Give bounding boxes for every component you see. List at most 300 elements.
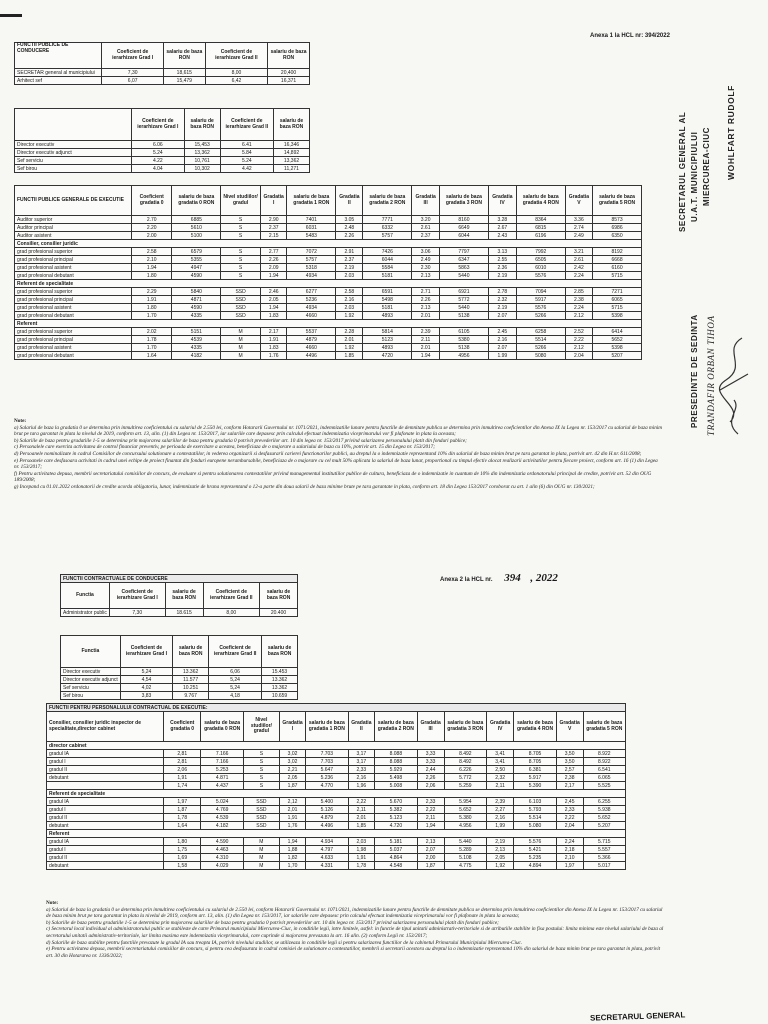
cell: grad profesional principal bbox=[15, 296, 132, 304]
section-title: Consilier, consilier juridic bbox=[15, 240, 642, 248]
cell: 1.94 bbox=[260, 272, 287, 280]
cell: 1,58 bbox=[164, 862, 201, 870]
cell: 2.49 bbox=[412, 256, 440, 264]
cell: 5576 bbox=[516, 304, 565, 312]
section-row bbox=[47, 704, 626, 712]
cell: 2.17 bbox=[260, 328, 287, 336]
cell: 2.13 bbox=[412, 272, 440, 280]
cell: 4.879 bbox=[306, 814, 348, 822]
cell: 5266 bbox=[516, 312, 565, 320]
cell: 14,892 bbox=[273, 149, 309, 157]
cell: 1,92 bbox=[487, 862, 514, 870]
cell: 2,00 bbox=[417, 854, 444, 862]
cell: 5.126 bbox=[306, 806, 348, 814]
annex1-execution-table bbox=[14, 185, 642, 360]
cell: 4893 bbox=[363, 344, 412, 352]
section-title: Referent de specialitate bbox=[47, 790, 626, 798]
cell: 1.94 bbox=[260, 304, 287, 312]
cell: 6.226 bbox=[444, 766, 486, 774]
cell: 2.39 bbox=[412, 328, 440, 336]
note-item: e) Pentru activitatea depusa, membrii secretariatului comisiilor de concurs, si pentru cea desfasurata in cadrul comisiei de solutionare a contestatiilor, membrii si secretarii acestora au dreptul la o indemnizatie reprezentand 10% din salariul de baza minim brut pe tara garantat in plata, potrivit art. 30 din Hotararea nr. 1336/2022; bbox=[46, 946, 661, 959]
cell: 5.380 bbox=[444, 814, 486, 822]
cell: 2,44 bbox=[417, 766, 444, 774]
table-row bbox=[15, 216, 642, 224]
cell: 2.37 bbox=[412, 232, 440, 240]
cell: 2.10 bbox=[132, 256, 172, 264]
cell: 5610 bbox=[172, 224, 221, 232]
cell: 5652 bbox=[593, 336, 642, 344]
cell: 13.362 bbox=[262, 676, 298, 684]
cell: 2,26 bbox=[417, 774, 444, 782]
cell: 16,346 bbox=[273, 141, 309, 149]
section-row bbox=[47, 742, 626, 750]
cell: 3,33 bbox=[417, 758, 444, 766]
section-title: FUNCTII CONTRACTUALE DE CONDUCERE bbox=[61, 575, 298, 583]
cell: 2.15 bbox=[260, 232, 287, 240]
header-cell: Gradatia I bbox=[279, 712, 305, 742]
cell: 2.46 bbox=[260, 288, 287, 296]
cell: 6,42 bbox=[205, 77, 267, 85]
table-row bbox=[15, 328, 642, 336]
table-row bbox=[15, 344, 642, 352]
cell: 2.24 bbox=[565, 272, 592, 280]
cell: 5.938 bbox=[583, 806, 625, 814]
cell: SSD bbox=[243, 798, 279, 806]
cell: 3,41 bbox=[487, 750, 514, 758]
cell: 7,30 bbox=[102, 69, 164, 77]
cell: S bbox=[221, 264, 261, 272]
table-row bbox=[15, 77, 310, 85]
annex2-year: , 2022 bbox=[530, 572, 558, 584]
cell: 8192 bbox=[593, 248, 642, 256]
cell bbox=[47, 782, 164, 790]
cell: 2,05 bbox=[487, 854, 514, 862]
cell: grad profesional superior bbox=[15, 288, 132, 296]
cell: 2.12 bbox=[565, 312, 592, 320]
cell: S bbox=[221, 272, 261, 280]
cell: 5757 bbox=[287, 256, 336, 264]
cell: 2.22 bbox=[565, 336, 592, 344]
cell: Director executiv bbox=[15, 141, 132, 149]
cell: 2,01 bbox=[348, 814, 375, 822]
cell: grad profesional superior bbox=[15, 328, 132, 336]
cell: 2.16 bbox=[336, 296, 363, 304]
cell: 1.92 bbox=[336, 312, 363, 320]
cell: 1.94 bbox=[412, 352, 440, 360]
cell: 2,33 bbox=[417, 798, 444, 806]
cell: 1.99 bbox=[488, 352, 516, 360]
header-cell: Coeficient de ierarhizare Grad I bbox=[120, 636, 172, 668]
cell: 7401 bbox=[287, 216, 336, 224]
cell: 6105 bbox=[440, 328, 489, 336]
header-cell: salariu de baza RON bbox=[163, 43, 205, 69]
cell: 13.362 bbox=[173, 668, 209, 676]
cell: 8.088 bbox=[375, 758, 417, 766]
section-row bbox=[15, 240, 642, 248]
cell: 1.92 bbox=[336, 344, 363, 352]
cell: 9.767 bbox=[173, 692, 209, 700]
cell: 1,87 bbox=[279, 782, 305, 790]
cell: 6.381 bbox=[514, 766, 556, 774]
cell: 2.78 bbox=[488, 288, 516, 296]
cell: 4,02 bbox=[120, 684, 172, 692]
cell: 5398 bbox=[593, 344, 642, 352]
header-cell: salariu de baza gradatia 4 RON bbox=[516, 186, 565, 216]
cell: gradul I bbox=[47, 846, 164, 854]
cell: Auditor principal bbox=[15, 224, 132, 232]
cell: 2.61 bbox=[412, 224, 440, 232]
annex2-leadership-table bbox=[60, 574, 298, 617]
table-row bbox=[61, 684, 298, 692]
cell: 2,57 bbox=[556, 766, 583, 774]
cell: 2.45 bbox=[488, 328, 516, 336]
cell: 5.514 bbox=[514, 814, 556, 822]
cell: 5207 bbox=[593, 352, 642, 360]
cell: 4539 bbox=[172, 336, 221, 344]
cell: 4.797 bbox=[306, 846, 348, 854]
header-cell: Gradatia I bbox=[260, 186, 287, 216]
table-row bbox=[15, 157, 310, 165]
top-left-mark bbox=[0, 14, 22, 17]
cell: M bbox=[243, 854, 279, 862]
cell: 1,64 bbox=[164, 822, 201, 830]
cell: 2,13 bbox=[487, 846, 514, 854]
cell: 2.01 bbox=[412, 344, 440, 352]
cell: 2.55 bbox=[488, 256, 516, 264]
cell: 4956 bbox=[440, 352, 489, 360]
cell: gradul IA bbox=[47, 798, 164, 806]
table-row bbox=[15, 256, 642, 264]
table-row bbox=[15, 149, 310, 157]
cell: 2,22 bbox=[556, 814, 583, 822]
cell: 2.02 bbox=[132, 328, 172, 336]
cell: 5.108 bbox=[444, 854, 486, 862]
cell: 6414 bbox=[593, 328, 642, 336]
cell: 13.362 bbox=[262, 684, 298, 692]
cell: 5757 bbox=[363, 232, 412, 240]
cell: Administrator public bbox=[61, 609, 110, 617]
note-item: b) Salariile de baza pentru gradatiile 1-5 se determina prin majorarea salariilor de baza pentru gradatia 0 potrivit prevederilor art. 10 din legea nr. 153/2017 privind salarizarea personalului platit din fonduri publice; bbox=[14, 437, 467, 444]
cell: 5.440 bbox=[444, 838, 486, 846]
cell: 2.37 bbox=[336, 256, 363, 264]
table-row bbox=[47, 798, 626, 806]
cell: 2,16 bbox=[487, 814, 514, 822]
annex2-notes bbox=[46, 900, 666, 1020]
cell: 5576 bbox=[516, 272, 565, 280]
header-cell: Gradatia II bbox=[336, 186, 363, 216]
header-cell: salariu de baza RON bbox=[165, 583, 203, 609]
secretary-name: WOHLFART RUDOLF bbox=[726, 85, 736, 180]
cell: 2.29 bbox=[132, 288, 172, 296]
section-title: Referent bbox=[47, 830, 626, 838]
table-row bbox=[15, 288, 642, 296]
note-item: d) Salariile de baza stabilite pentru functiile prevazute la gradul IA sau treapta IA, potrivit nivelului studiilor, se utilizeaza in conditiile legii si pentru salarizarea functiilor de la cabinetul Primarului Municipiului Miercurea-Ciuc. bbox=[46, 939, 523, 946]
header-cell bbox=[15, 109, 132, 141]
cell: 2.42 bbox=[565, 264, 592, 272]
cell: 2,22 bbox=[417, 806, 444, 814]
header-cell: Gradatia III bbox=[417, 712, 444, 742]
cell: Director executiv adjunct bbox=[61, 676, 121, 684]
header-cell: salariu de baza gradatia 5 RON bbox=[583, 712, 625, 742]
cell: 4.633 bbox=[306, 854, 348, 862]
cell: 4.029 bbox=[201, 862, 243, 870]
cell: 8,00 bbox=[205, 69, 267, 77]
cell: 5.289 bbox=[444, 846, 486, 854]
cell: 5.259 bbox=[444, 782, 486, 790]
cell: 2,04 bbox=[556, 822, 583, 830]
cell: 5.400 bbox=[306, 798, 348, 806]
table-header-row bbox=[47, 712, 626, 742]
table-header-row bbox=[15, 186, 642, 216]
cell: 6,07 bbox=[102, 77, 164, 85]
cell: 8573 bbox=[593, 216, 642, 224]
table-row bbox=[15, 296, 642, 304]
cell: 2.30 bbox=[412, 264, 440, 272]
table-row bbox=[15, 165, 310, 173]
cell: 2.19 bbox=[488, 304, 516, 312]
cell: 5772 bbox=[440, 296, 489, 304]
cell: SSD bbox=[243, 822, 279, 830]
cell: SSD bbox=[221, 304, 261, 312]
cell: 2,12 bbox=[279, 798, 305, 806]
cell: 1,99 bbox=[487, 822, 514, 830]
cell: 2.26 bbox=[336, 232, 363, 240]
cell: 2,11 bbox=[487, 782, 514, 790]
cell: 10.659 bbox=[262, 692, 298, 700]
cell: 2,11 bbox=[417, 814, 444, 822]
cell: 5715 bbox=[593, 304, 642, 312]
header-cell: salariu de baza RON bbox=[184, 109, 220, 141]
cell: grad profesional asistent bbox=[15, 304, 132, 312]
header-cell: Functia bbox=[61, 583, 110, 609]
cell: 4934 bbox=[287, 304, 336, 312]
cell: debutant bbox=[47, 862, 164, 870]
cell: 3,50 bbox=[556, 758, 583, 766]
secretary-stamp-line2: U.A.T. MUNICIPIULUI bbox=[690, 131, 699, 222]
header-cell: salariu de baza RON bbox=[173, 636, 209, 668]
header-cell: salariu de baza gradatia 2 RON bbox=[363, 186, 412, 216]
cell: 1,82 bbox=[279, 854, 305, 862]
section-title: FUNCTII PENTRU PERSONALULUI CONTRACTUAL DE EXECUTIE: bbox=[47, 704, 626, 712]
cell: 6160 bbox=[593, 264, 642, 272]
cell: 5.715 bbox=[583, 838, 625, 846]
cell: M bbox=[221, 344, 261, 352]
cell: 2.36 bbox=[488, 264, 516, 272]
cell: 4.871 bbox=[201, 774, 243, 782]
cell: 2.90 bbox=[260, 216, 287, 224]
header-cell: Functia bbox=[61, 636, 121, 668]
cell: 13,362 bbox=[184, 149, 220, 157]
cell: 5814 bbox=[363, 328, 412, 336]
table-row bbox=[15, 224, 642, 232]
header-cell: salariu de baza gradatia 0 RON bbox=[201, 712, 243, 742]
cell: 8.705 bbox=[514, 750, 556, 758]
cell: 7426 bbox=[363, 248, 412, 256]
cell: SSD bbox=[243, 806, 279, 814]
cell: 4.548 bbox=[375, 862, 417, 870]
cell: Auditor superior bbox=[15, 216, 132, 224]
cell: 5584 bbox=[363, 264, 412, 272]
cell: M bbox=[243, 838, 279, 846]
annex2-directors-table bbox=[60, 635, 298, 700]
cell: 6921 bbox=[440, 288, 489, 296]
cell: 11,271 bbox=[273, 165, 309, 173]
table-row bbox=[15, 232, 642, 240]
cell: 5.670 bbox=[375, 798, 417, 806]
cell: 5100 bbox=[172, 232, 221, 240]
cell: 1,78 bbox=[164, 814, 201, 822]
cell: 2.74 bbox=[565, 224, 592, 232]
cell: 2,27 bbox=[487, 806, 514, 814]
cell: 5.235 bbox=[514, 854, 556, 862]
cell: 10,302 bbox=[184, 165, 220, 173]
cell: grad profesional debutant bbox=[15, 352, 132, 360]
cell: 2,33 bbox=[556, 806, 583, 814]
cell: 4879 bbox=[287, 336, 336, 344]
cell: 2,10 bbox=[556, 854, 583, 862]
cell: 5398 bbox=[593, 312, 642, 320]
cell: 4335 bbox=[172, 312, 221, 320]
cell: 6649 bbox=[440, 224, 489, 232]
cell: 2,17 bbox=[556, 782, 583, 790]
cell: M bbox=[221, 328, 261, 336]
cell: 5.008 bbox=[375, 782, 417, 790]
cell: 5.390 bbox=[514, 782, 556, 790]
section-row bbox=[47, 790, 626, 798]
cell: 3.13 bbox=[488, 248, 516, 256]
cell: 2,32 bbox=[487, 774, 514, 782]
cell: gradul II bbox=[47, 814, 164, 822]
table-row bbox=[47, 846, 626, 854]
section-row bbox=[15, 320, 642, 328]
cell: 8,00 bbox=[203, 609, 259, 617]
cell: 6986 bbox=[593, 224, 642, 232]
cell: gradul IA bbox=[47, 838, 164, 846]
cell: 5.24 bbox=[132, 149, 185, 157]
cell: 2,24 bbox=[556, 838, 583, 846]
cell: 20,400 bbox=[268, 69, 310, 77]
header-cell: salariu de baza gradatia 1 RON bbox=[287, 186, 336, 216]
header-cell: Gradatia IV bbox=[488, 186, 516, 216]
president-title: PRESEDINTE DE SEDINTA bbox=[690, 314, 699, 428]
note-item: a) Salariul de baza la gradatia 0 se determina prin inmultirea coeficientului cu salariul de 2.550 lei, conform Hotararii Guvernului nr. 1071/2021, indemnizatiile lunare pentru functiile de demnitate publica se determina prin inmultirea coeficientilor din Anexa IX la Legea nr. 153/2017 cu salariul de baza minim brut pe tara garantat in plata la nivelul de 2019, conform art. 13, alin. (1) din Legea nr. 153/2017, iar salariile care depasesc prin calculul efectuat indemnizatia viceprimarului vor fi plafonate in plata la aceasta; bbox=[46, 906, 663, 920]
cell: Sef birou bbox=[61, 692, 121, 700]
cell: 2,81 bbox=[164, 750, 201, 758]
cell: 6044 bbox=[363, 256, 412, 264]
header-cell: FUNCTII PUBLICE DE CONDUCERE bbox=[15, 43, 102, 69]
cell: 2.04 bbox=[565, 352, 592, 360]
cell: 2.12 bbox=[565, 344, 592, 352]
cell: 5.576 bbox=[514, 838, 556, 846]
cell: 7072 bbox=[287, 248, 336, 256]
cell: 5123 bbox=[363, 336, 412, 344]
cell: 1.85 bbox=[336, 352, 363, 360]
note-item: f) Pentru activitatea depusa, membrii secretariatului comisiilor de concurs, de evaluare si pentru solutionarea contestatiilor privind managementul institutiilor publice de cultura, beneficiaza de o indemnizatie in cuantum de 10% din indemnizatia ordonatorului principal de credite, potrivit art. 52 din OUG 189/2008; bbox=[14, 470, 652, 484]
cell: 8.922 bbox=[583, 750, 625, 758]
cell: 2.09 bbox=[260, 264, 287, 272]
cell: 5380 bbox=[440, 336, 489, 344]
cell: 2,11 bbox=[348, 806, 375, 814]
cell: 5.017 bbox=[583, 862, 625, 870]
cell: 2.01 bbox=[412, 312, 440, 320]
cell: 6.41 bbox=[220, 141, 273, 149]
cell: 2,18 bbox=[556, 846, 583, 854]
section-title: Referent de specialitate bbox=[15, 280, 642, 288]
cell: 2.11 bbox=[412, 336, 440, 344]
header-cell: salariu de baza gradatia 5 RON bbox=[593, 186, 642, 216]
cell: 4182 bbox=[172, 352, 221, 360]
cell: 4.496 bbox=[306, 822, 348, 830]
cell: 4720 bbox=[363, 352, 412, 360]
president-name: TRANDAFIR ORBAN TIHOA bbox=[706, 315, 716, 436]
cell: 3,17 bbox=[348, 750, 375, 758]
cell: 4.04 bbox=[132, 165, 185, 173]
header-cell: Gradatia II bbox=[348, 712, 375, 742]
cell: 2.38 bbox=[565, 296, 592, 304]
notes-heading: Note: bbox=[46, 900, 59, 906]
cell: 6277 bbox=[287, 288, 336, 296]
table-row bbox=[47, 814, 626, 822]
cell: 6031 bbox=[287, 224, 336, 232]
note-item: c) Personalele care exercita activitatea de control financiar preventiv, pe perioada de exercitare a acestea, beneficiaza de o majorare a salariului de baza cu 10%, potrivit art. 15 din Legea nr. 153/2017; bbox=[14, 444, 435, 451]
cell: 5,24 bbox=[209, 676, 262, 684]
cell: 1.83 bbox=[260, 344, 287, 352]
cell: M bbox=[243, 862, 279, 870]
cell: 2.43 bbox=[488, 232, 516, 240]
table-row bbox=[15, 312, 642, 320]
cell: 6347 bbox=[440, 256, 489, 264]
cell: 2,50 bbox=[487, 766, 514, 774]
cell: 1.70 bbox=[132, 312, 172, 320]
cell: 5.498 bbox=[375, 774, 417, 782]
header-cell: Coeficient de ierarhizare Grad II bbox=[209, 636, 262, 668]
cell: Arhitect sef bbox=[15, 77, 102, 85]
cell: 4.310 bbox=[201, 854, 243, 862]
cell: S bbox=[221, 216, 261, 224]
cell: 6.541 bbox=[583, 766, 625, 774]
cell: 2.71 bbox=[412, 288, 440, 296]
cell: 2.07 bbox=[488, 344, 516, 352]
cell: 7.166 bbox=[201, 750, 243, 758]
cell: 5.382 bbox=[375, 806, 417, 814]
cell: 5863 bbox=[440, 264, 489, 272]
cell: 1.80 bbox=[132, 304, 172, 312]
cell: 7094 bbox=[516, 288, 565, 296]
note-item: e) Persoanele care desfasoara activitati in cadrul unei echipe de proiect finantat din fonduri europene nerambursabile, beneficiaza de o majorare cu cel mult 50% aplicata la salariul de baza lunar, proportional cu timpul efectiv alocat realizarii activitatilor pentru fiecare proiect, conform art. 16 (1) din Legea nr. 153/2017; bbox=[14, 457, 658, 471]
table-header-row bbox=[15, 109, 310, 141]
cell: debutant bbox=[47, 774, 164, 782]
cell: 18,615 bbox=[163, 69, 205, 77]
cell: 2.05 bbox=[260, 296, 287, 304]
cell: 4660 bbox=[287, 344, 336, 352]
cell: 4.182 bbox=[201, 822, 243, 830]
cell: 5.123 bbox=[375, 814, 417, 822]
cell: 1,96 bbox=[348, 782, 375, 790]
cell: 2.19 bbox=[488, 272, 516, 280]
cell: 2.03 bbox=[336, 304, 363, 312]
table-header-row bbox=[61, 636, 298, 668]
cell: 2,33 bbox=[348, 766, 375, 774]
cell: S bbox=[221, 248, 261, 256]
cell: 4,18 bbox=[209, 692, 262, 700]
cell: 5,24 bbox=[209, 684, 262, 692]
table-row bbox=[15, 69, 310, 77]
cell: S bbox=[243, 750, 279, 758]
cell: 4.720 bbox=[375, 822, 417, 830]
cell: grad profesional asistent bbox=[15, 344, 132, 352]
table-header-row bbox=[61, 583, 298, 609]
cell: 5440 bbox=[440, 304, 489, 312]
